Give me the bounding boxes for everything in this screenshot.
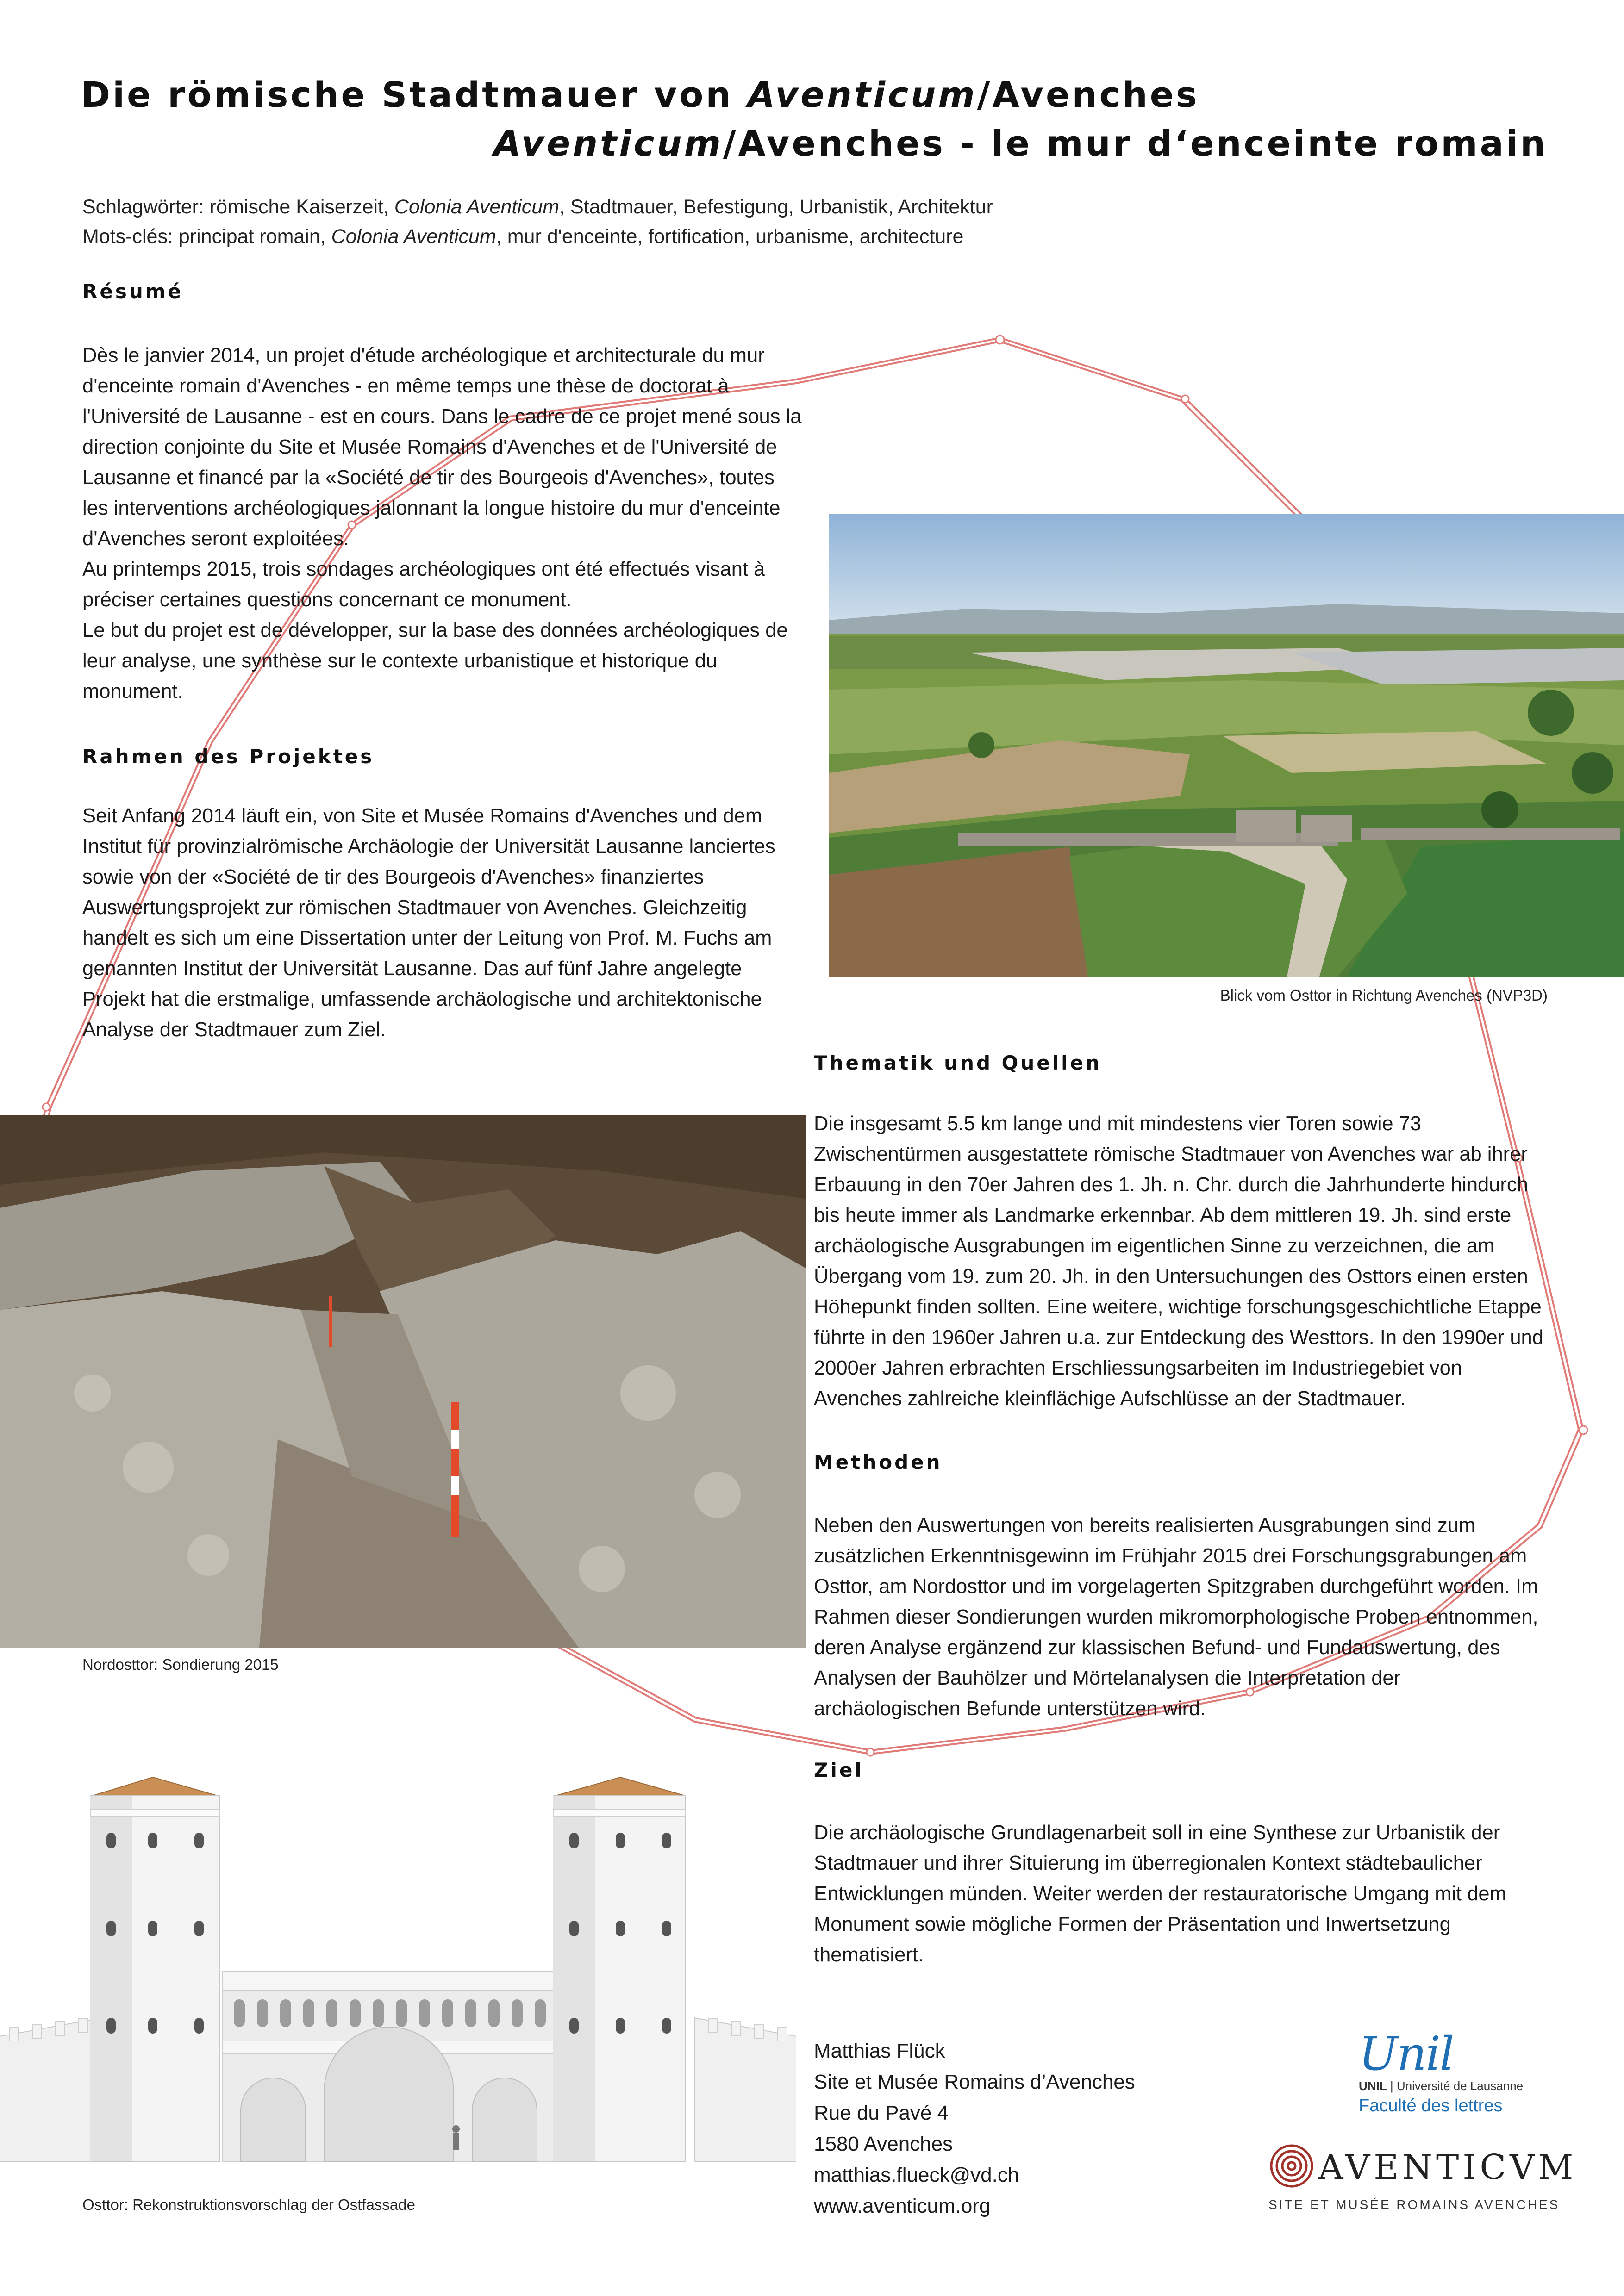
aventicum-subtitle: SITE ET MUSÉE ROMAINS AVENCHES [1268, 2197, 1560, 2212]
ziel-heading: Ziel [814, 1759, 864, 1781]
resume-heading: Résumé [82, 280, 183, 303]
methoden-paragraph: Neben den Auswertungen von bereits realisierten Ausgrabungen sind zum zusätzlichen Erkenntnisgewinn im Frühjahr 2015 drei Forschungsgrabungen am Osttor, am Nordosttor und im vorgelagerten Spitzgraben durchgeführt worden. Im Rahmen dieser Sondierungen wurden mikromorphologische Proben entnommen, deren Analyse ergänzend zur klassischen Befund- und Fundauswertung, des Analysen der Bauhölzer und Mörtelanalysen die Interpretation der archäologischen Befunde unterstützen wird. [814, 1514, 1538, 1720]
unil-name: UNIL | Université de Lausanne [1359, 2079, 1524, 2093]
thematik-paragraph: Die insgesamt 5.5 km lange und mit mindestens vier Toren sowie 73 Zwischentürmen ausgestattete römische Stadtmauer von Avenches war ab ihrer Erbauung in den 70er Jahren des 1. Jh. n. Chr. durch die Jahrhunderte hindurch bis heute immer als Landmarke erkennbar. Ab dem mittleren 19. Jh. sind erste archäologische Ausgrabungen im eigentlichen Sinne zu verzeichnen, die am Übergang vom 19. zum 20. Jh. in den Untersuchungen des Osttors einen ersten Höhepunkt finden sollten. Eine weitere, wichtige forschungsgeschichtliche Etappe führte in den 1960er Jahren u.a. zur Entdeckung des Westtors. In den 1990er und 2000er Jahren erbrachten Erschliessungsarbeiten im Industriegebiet von Avenches zahlreiche kleinflächige Aufschlüsse an der Stadtmauer. [814, 1113, 1543, 1410]
excavation-photo [0, 1115, 806, 1648]
unil-script-mark: Unil [1359, 2027, 1454, 2081]
aventicum-name: AVENTICVM [1318, 2147, 1577, 2187]
resume-text [82, 340, 805, 707]
contact-institution: Site et Musée Romains d’Avenches [814, 2071, 1135, 2093]
keywords-de: Schlagwörter: römische Kaiserzeit, Colonia Aventicum, Stadtmauer, Befestigung, Urbanistik, Architektur [82, 196, 993, 218]
contact-name: Matthias Flück [814, 2040, 945, 2062]
rahmen-heading: Rahmen des Projektes [82, 745, 375, 768]
resume-paragraph-1: Dès le janvier 2014, un projet d'étude archéologique et architecturale du mur d'enceinte romain d'Avenches - en même temps une thèse de doctorat à l'Université de Lausanne - est en cours. Dans le cadre de ce projet mené sous la direction conjointe du Site et Musée Romains d'Avenches et de l'Université de Lausanne et financé par la «Société de tir des Bourgeois d'Avenches», toutes les interventions archéologiques jalonnant la longue histoire du mur d'enceinte d'Avenches seront exploitées. [82, 344, 802, 550]
unil-faculty: Faculté des lettres [1359, 2096, 1503, 2116]
methoden-heading: Methoden [814, 1451, 943, 1474]
rahmen-text [82, 801, 805, 1045]
resume-paragraph-2: Au printemps 2015, trois sondages archéologiques ont été effectués visant à préciser certaines questions concernant ce monument. [82, 558, 765, 611]
aventicum-spiral-icon [1268, 2143, 1315, 2189]
aerial-photo [829, 514, 1624, 977]
thematik-text [814, 1108, 1545, 1414]
gate-reconstruction-drawing [0, 1777, 796, 2194]
unil-logo [1359, 2029, 1553, 2116]
rahmen-paragraph: Seit Anfang 2014 läuft ein, von Site et Musée Romains d'Avenches und dem Institut für provinzialrömische Archäologie der Universität Lausanne lanciertes sowie von der «Société de tir des Bourgeois d'Avenches» finanziertes Auswertungsprojekt zur römischen Stadtmauer von Avenches. Gleichzeitig handelt es sich um eine Dissertation unter der Leitung von Prof. M. Fuchs am genannten Institut der Universität Lausanne. Das auf fünf Jahre angelegte Projekt hat die erstmalige, umfassende archäologische und architektonische Analyse der Stadtmauer zum Ziel. [82, 805, 775, 1041]
aerial-landscape-image [829, 514, 1624, 977]
reconstruction-caption: Osttor: Rekonstruktionsvorschlag der Ostfassade [82, 2196, 415, 2213]
excavation-caption: Nordosttor: Sondierung 2015 [82, 1656, 279, 1673]
resume-paragraph-3: Le but du projet est de développer, sur la base des données archéologiques de leur analyse, une synthèse sur le contexte urbanistique et historique du monument. [82, 619, 788, 703]
ziel-text [814, 1817, 1545, 1970]
contact-email[interactable]: matthias.flueck@vd.ch [814, 2164, 1019, 2186]
page-title-fr: Aventicum/Avenches - le mur d‘enceinte romain [493, 123, 1548, 164]
contact-block [814, 2035, 1135, 2221]
contact-website[interactable]: www.aventicum.org [814, 2195, 991, 2217]
methoden-text [814, 1510, 1545, 1724]
contact-street: Rue du Pavé 4 [814, 2102, 949, 2124]
excavation-image [0, 1115, 806, 1648]
keywords-fr: Mots-clés: principat romain, Colonia Aventicum, mur d'enceinte, fortification, urbanisme, architecture [82, 225, 964, 248]
page-title-de: Die römische Stadtmauer von Aventicum/Avenches [81, 74, 1199, 115]
contact-city: 1580 Avenches [814, 2133, 953, 2155]
aerial-caption: Blick vom Osttor in Richtung Avenches (NVP3D) [1220, 987, 1548, 1004]
thematik-heading: Thematik und Quellen [814, 1052, 1102, 1074]
ziel-paragraph: Die archäologische Grundlagenarbeit soll in eine Synthese zur Urbanistik der Stadtmauer und ihrer Situierung im überregionalen Kontext städtebaulicher Entwicklungen münden. Weiter werden der restauratorische Umgang mit dem Monument sowie mögliche Formen der Präsentation und Inwertsetzung thematisiert. [814, 1822, 1506, 1966]
